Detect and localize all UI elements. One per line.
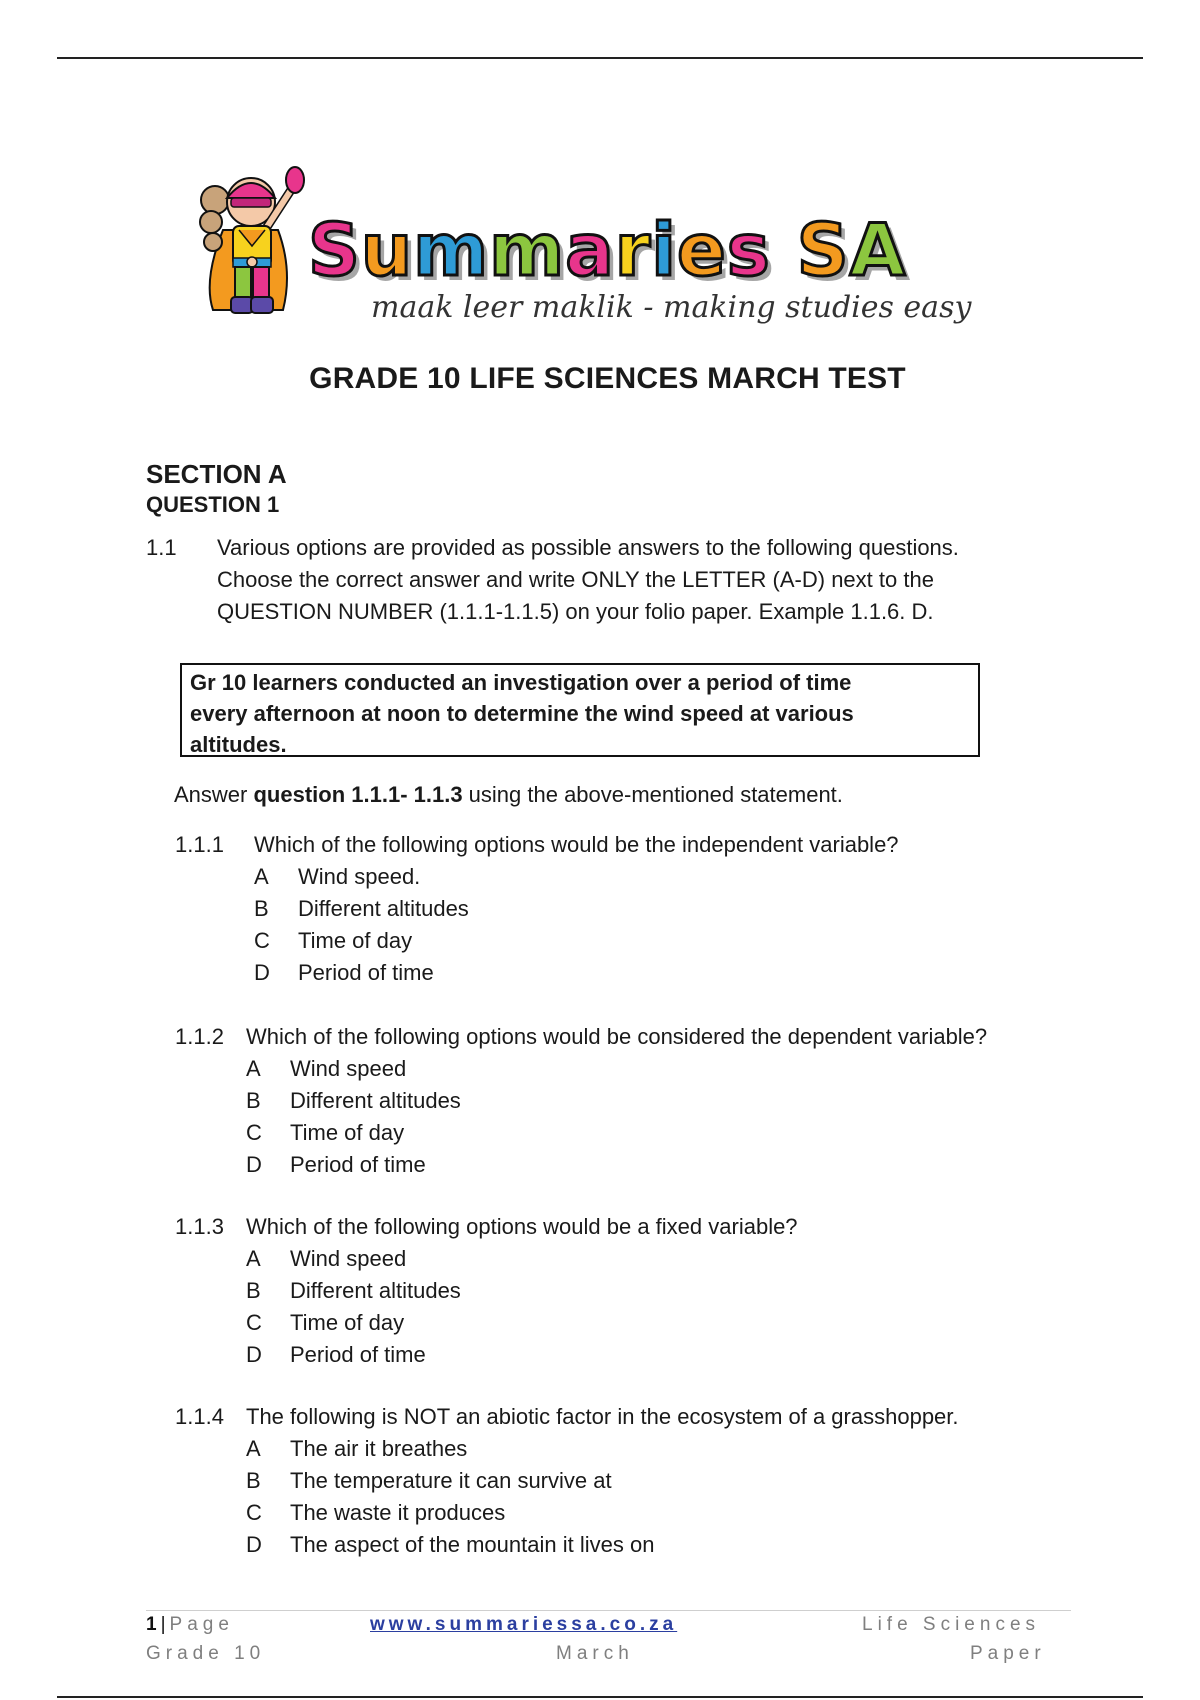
brand-letter: e: [676, 208, 727, 292]
statement-line: Gr 10 learners conducted an investigation over a period of time: [190, 670, 852, 695]
question-heading: QUESTION 1: [146, 492, 280, 517]
option-letter: D: [246, 1532, 262, 1557]
option-text: Different altitudes: [298, 896, 469, 921]
brand-letter: a: [565, 208, 615, 292]
bottom-rule: [57, 1696, 1143, 1698]
question-number: 1.1.2: [175, 1024, 224, 1049]
option-text: The temperature it can survive at: [290, 1468, 612, 1493]
brand-letter: u: [360, 208, 414, 292]
option-letter: A: [246, 1056, 261, 1081]
option-text: Different altitudes: [290, 1278, 461, 1303]
statement-line: every afternoon at noon to determine the wind speed at various: [190, 701, 854, 726]
option-text: Time of day: [298, 928, 413, 953]
option-text: Time of day: [290, 1120, 405, 1145]
question-text: Which of the following options would be the independent variable?: [254, 832, 899, 857]
option-text: Period of time: [298, 960, 434, 985]
option-letter: B: [246, 1278, 261, 1303]
question-text: The following is NOT an abiotic factor in the ecosystem of a grasshopper.: [246, 1404, 959, 1429]
footer-website-link[interactable]: www.summariessa.co.za: [370, 1614, 678, 1635]
footer-paper: Paper: [970, 1643, 1046, 1664]
option-text: Wind speed: [290, 1056, 407, 1081]
option-text: Time of day: [290, 1310, 405, 1335]
option-letter: C: [254, 928, 270, 953]
instruction-prefix: Answer: [174, 782, 254, 807]
option-text: Wind speed.: [298, 864, 421, 889]
option-text: The aspect of the mountain it lives on: [290, 1532, 655, 1557]
option-letter: C: [246, 1310, 262, 1335]
option-text: Different altitudes: [290, 1088, 461, 1113]
intro-line: Choose the correct answer and write ONLY the LETTER (A-D) next to the: [217, 567, 934, 592]
superhero-mascot-icon: [193, 160, 313, 335]
instruction-suffix: using the above-mentioned statement.: [462, 782, 843, 807]
option-letter: A: [246, 1246, 261, 1271]
brand-letter: m: [413, 208, 490, 292]
option-letter: C: [246, 1120, 262, 1145]
option-text: Wind speed: [290, 1246, 407, 1271]
option-text: Period of time: [290, 1152, 426, 1177]
tagline: maak leer maklik - making studies easy: [371, 290, 972, 325]
question-number: 1.1.4: [175, 1404, 224, 1429]
summaries-sa-logo: [193, 160, 1023, 335]
page-label: Page: [169, 1614, 234, 1635]
option-letter: D: [246, 1152, 262, 1177]
option-letter: B: [254, 896, 269, 921]
brand-letter: s: [726, 208, 771, 292]
page-separator: |: [160, 1614, 166, 1635]
option-letter: D: [246, 1342, 262, 1367]
brand-letter: m: [489, 208, 566, 292]
section-heading: SECTION A: [146, 459, 287, 489]
intro-number: 1.1: [146, 535, 177, 560]
option-letter: A: [254, 864, 269, 889]
instruction-bold: question 1.1.1- 1.1.3: [253, 782, 463, 807]
option-letter: D: [254, 960, 270, 985]
option-text: The air it breathes: [290, 1436, 468, 1461]
option-text: Period of time: [290, 1342, 426, 1367]
statement-box: [180, 663, 980, 757]
footer-page: [146, 1614, 234, 1636]
statement-line: altitudes.: [190, 732, 287, 757]
option-letter: B: [246, 1088, 261, 1113]
brand-letter: S: [796, 208, 850, 292]
option-letter: B: [246, 1468, 261, 1493]
intro-line: QUESTION NUMBER (1.1.1-1.1.5) on your folio paper. Example 1.1.6. D.: [217, 599, 934, 624]
brand-letter: r: [614, 208, 652, 292]
intro-text: [217, 532, 1087, 628]
footer-rule: [146, 1610, 1071, 1611]
intro-line: Various options are provided as possible answers to the following questions.: [217, 535, 959, 560]
brand-letter: S: [308, 208, 361, 292]
question-number: 1.1.3: [175, 1214, 224, 1239]
question-text: Which of the following options would be considered the dependent variable?: [246, 1024, 988, 1049]
footer-month: March: [556, 1643, 634, 1664]
footer-grade: Grade 10: [146, 1643, 266, 1664]
brand-letter: [771, 210, 797, 290]
option-text: The waste it produces: [290, 1500, 506, 1525]
answer-instruction: [174, 782, 843, 808]
brand-wordmark: [308, 210, 906, 290]
question-number: 1.1.1: [175, 832, 224, 857]
brand-letter: i: [651, 208, 677, 292]
question-text: Which of the following options would be a fixed variable?: [246, 1214, 798, 1239]
footer-subject: Life Sciences: [862, 1614, 1041, 1635]
option-letter: C: [246, 1500, 262, 1525]
page-number: 1: [146, 1614, 157, 1635]
page-title: GRADE 10 LIFE SCIENCES MARCH TEST: [309, 362, 906, 395]
option-letter: A: [246, 1436, 261, 1461]
brand-letter: A: [849, 208, 907, 292]
top-rule: [57, 57, 1143, 59]
